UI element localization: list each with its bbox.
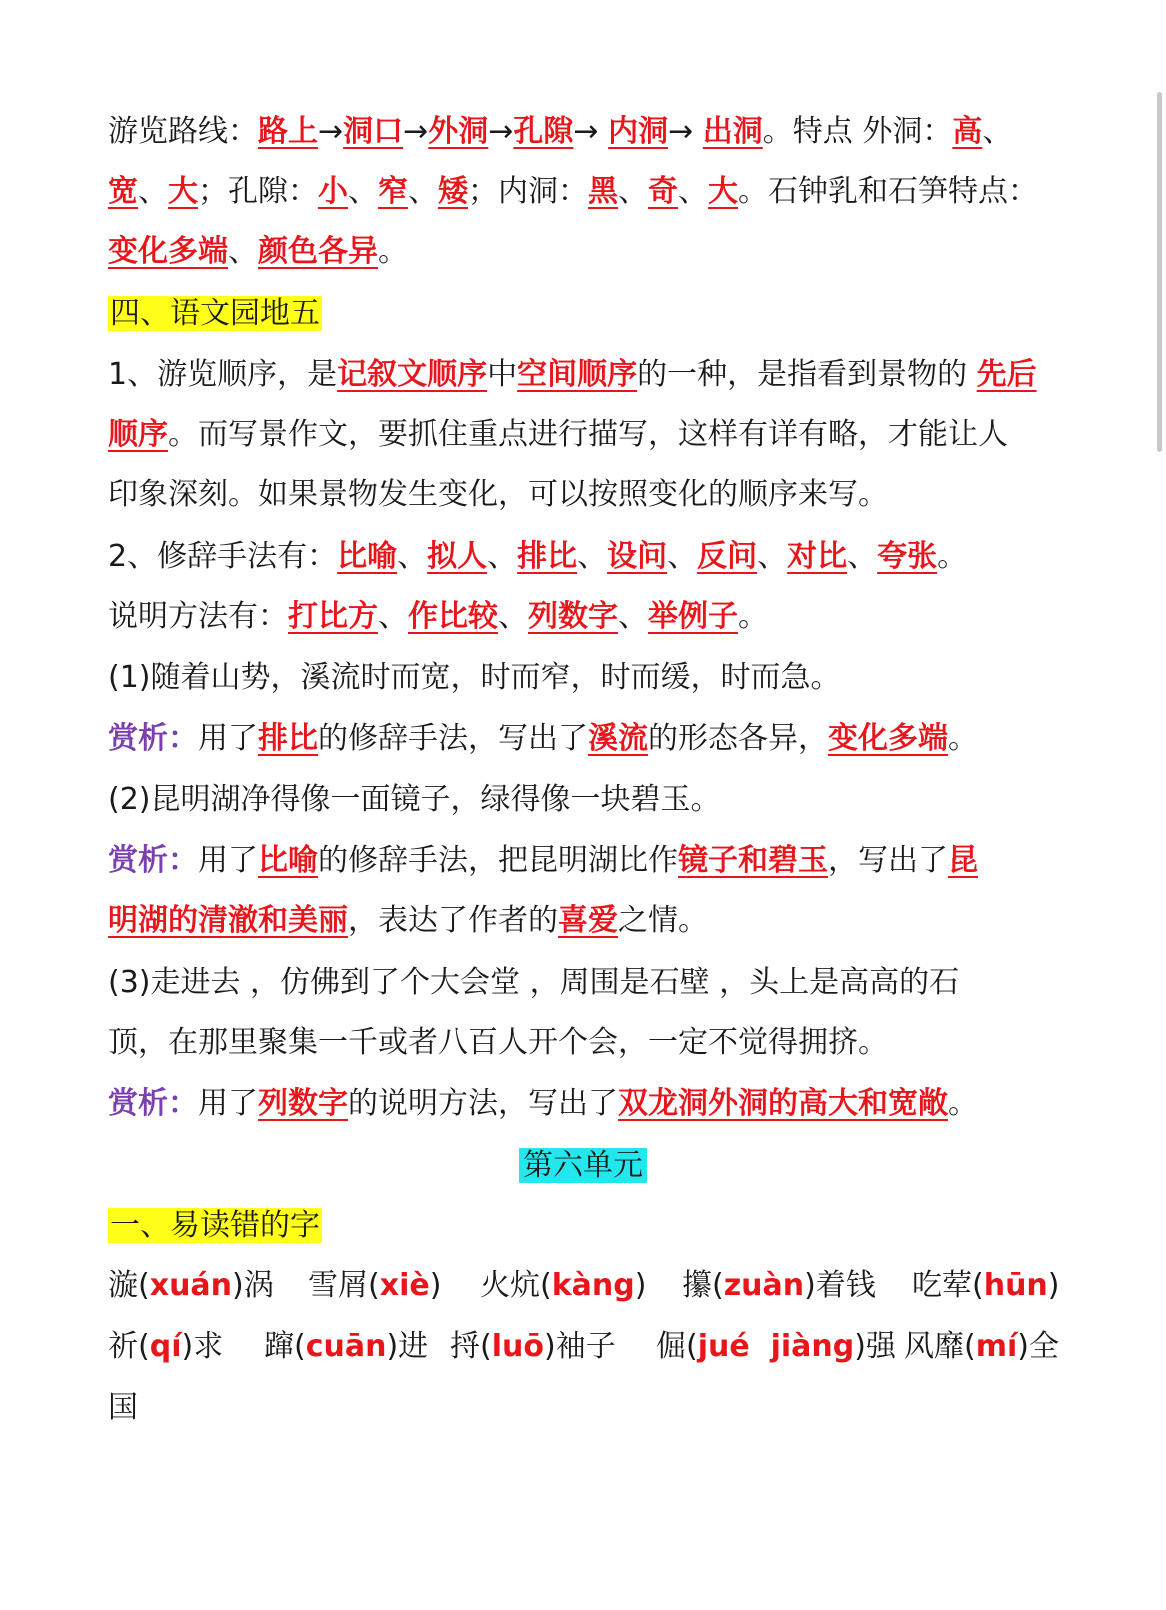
word-item — [308, 1266, 441, 1306]
inner-label: ；内洞： — [468, 174, 588, 209]
text: 用了 — [198, 1086, 258, 1121]
sep: 、 — [228, 234, 258, 269]
rhetoric-item: 比喻 — [337, 539, 398, 574]
keyword: 比喻 — [258, 843, 318, 878]
route-label: 游览路线： — [108, 114, 258, 149]
route-stop: 孔隙 — [513, 114, 574, 149]
p2-line-2 — [108, 597, 768, 637]
example-sentence: 顶，在那里聚集一千或者八百人开个会，一定不觉得拥挤。 — [108, 1025, 888, 1060]
text: 。而写景作文，要抓住重点进行描写，这样有详有略，才能让人 — [168, 417, 1008, 452]
feature-value: 颜色各异 — [258, 234, 378, 269]
rhetoric-item: 反问 — [697, 539, 758, 574]
word: 雪屑( — [308, 1268, 380, 1303]
text: 的形态各异， — [648, 721, 828, 756]
method-item: 列数字 — [528, 599, 618, 634]
rhetoric-item: 设问 — [607, 539, 668, 574]
pinyin: xiè — [379, 1268, 430, 1303]
rhetoric-item: 对比 — [787, 539, 848, 574]
word: 国 — [108, 1390, 138, 1425]
method-item: 打比方 — [288, 599, 378, 634]
sep: 、 — [982, 114, 1013, 149]
text: 的说明方法，写出了 — [348, 1086, 618, 1121]
text: 1、游览顺序，是 — [108, 357, 338, 392]
word-item — [656, 1327, 896, 1367]
route-line-3 — [108, 232, 408, 272]
feature-value: 黑 — [588, 174, 618, 209]
method-item: 作比较 — [408, 599, 498, 634]
word: 风靡( — [904, 1329, 976, 1364]
keyword: 昆 — [948, 843, 978, 878]
ex2-analysis-1 — [108, 841, 978, 881]
feature-label: 。特点 外洞： — [762, 114, 953, 149]
analysis-label: 赏析： — [108, 1086, 198, 1121]
word-continuation — [108, 1388, 138, 1428]
arrow: → — [668, 114, 694, 149]
word: )进 — [386, 1329, 429, 1364]
example-sentence: (2)昆明湖净得像一面镜子，绿得像一块碧玉。 — [108, 782, 721, 817]
word-item — [450, 1327, 616, 1367]
p2-line-1 — [108, 537, 967, 577]
text: 。 — [948, 1086, 978, 1121]
end: 。 — [378, 234, 408, 269]
example-sentence: (3)走进去 ，仿佛到了个大会堂 ，周围是石壁 ，头上是高高的石 — [108, 965, 960, 1000]
sep: 、 — [408, 174, 438, 209]
keyword: 列数字 — [258, 1086, 348, 1121]
method-item: 举例子 — [648, 599, 738, 634]
end: 。 — [738, 599, 768, 634]
keyword: 空间顺序 — [517, 357, 638, 392]
unit-title-line — [0, 1146, 1166, 1186]
keyword: 排比 — [258, 721, 318, 756]
ex1-sentence — [108, 658, 841, 698]
sep: 、 — [138, 174, 168, 209]
arrow: → — [403, 114, 429, 149]
keyword: 先后 — [976, 357, 1037, 392]
feature-value: 高 — [952, 114, 983, 149]
route-stop: 出洞 — [702, 114, 763, 149]
word-item — [904, 1327, 1059, 1367]
route-stop: 路上 — [258, 114, 318, 149]
sep: 、 — [348, 174, 378, 209]
word: )着钱 — [804, 1268, 876, 1303]
word-item — [480, 1266, 646, 1306]
ex2-analysis-2 — [108, 901, 708, 941]
unit-subtitle-line — [108, 1206, 322, 1246]
feature-value: 变化多端 — [108, 234, 228, 269]
pinyin: jué jiàng — [697, 1329, 855, 1364]
keyword: 明湖的清澈和美丽 — [108, 903, 348, 938]
arrow: → — [573, 114, 599, 149]
word-item — [264, 1327, 428, 1367]
text: ，写出了 — [828, 843, 948, 878]
analysis-label: 赏析： — [108, 721, 198, 756]
pinyin: luō — [491, 1329, 544, 1364]
word-item — [682, 1266, 876, 1306]
pinyin: hūn — [983, 1268, 1048, 1303]
text: 的修辞手法，把昆明湖比作 — [318, 843, 678, 878]
rhetoric-item: 拟人 — [427, 539, 488, 574]
pinyin: cuān — [305, 1329, 387, 1364]
word-item — [108, 1266, 274, 1306]
text: 之情。 — [618, 903, 708, 938]
sep: 、 — [678, 174, 708, 209]
word: ) — [429, 1268, 442, 1303]
word: 蹿( — [264, 1329, 306, 1364]
feature-value: 窄 — [378, 174, 408, 209]
ex3-sentence-1 — [108, 963, 959, 1003]
sep: 、 — [757, 539, 788, 574]
sep: 、 — [487, 539, 518, 574]
p1-line-3 — [108, 475, 888, 515]
feature-value: 大 — [168, 174, 198, 209]
word: 吃荤( — [912, 1268, 984, 1303]
pinyin: zuàn — [723, 1268, 805, 1303]
text: 印象深刻。如果景物发生变化，可以按照变化的顺序来写。 — [108, 477, 888, 512]
text: 用了 — [198, 843, 258, 878]
feature-value: 宽 — [108, 174, 138, 209]
rhetoric-item: 夸张 — [877, 539, 938, 574]
route-stop: 内洞 — [608, 114, 669, 149]
sep: 、 — [498, 599, 528, 634]
ex3-analysis — [108, 1084, 978, 1124]
word: )全 — [1017, 1329, 1059, 1364]
text: ，表达了作者的 — [348, 903, 558, 938]
text: 的一种，是指看到景物的 — [637, 357, 977, 392]
feature-value: 矮 — [438, 174, 468, 209]
feature-value: 小 — [318, 174, 348, 209]
example-sentence: (1)随着山势，溪流时而宽，时而窄，时而缓，时而急。 — [108, 660, 841, 695]
pinyin: mí — [975, 1329, 1018, 1364]
stalactite-label: 。石钟乳和石笋特点： — [738, 174, 1038, 209]
word: ) — [634, 1268, 647, 1303]
word: 漩( — [108, 1268, 150, 1303]
word-item — [108, 1327, 223, 1367]
scrollbar[interactable] — [1157, 92, 1162, 452]
method-label: 说明方法有： — [108, 599, 288, 634]
unit-title: 第六单元 — [519, 1148, 647, 1183]
keyword: 喜爱 — [558, 903, 618, 938]
ex2-sentence — [108, 780, 721, 820]
word: )求 — [181, 1329, 224, 1364]
arrow: → — [488, 114, 514, 149]
pinyin: kàng — [551, 1268, 635, 1303]
gap-label: ；孔隙： — [198, 174, 318, 209]
word: 攥( — [682, 1268, 724, 1303]
end: 。 — [937, 539, 968, 574]
route-line-1 — [108, 112, 1012, 152]
sep: 、 — [378, 599, 408, 634]
pinyin: xuán — [149, 1268, 233, 1303]
word: 祈( — [108, 1329, 150, 1364]
sep: 、 — [397, 539, 428, 574]
feature-value: 奇 — [648, 174, 678, 209]
text: 中 — [487, 357, 518, 392]
analysis-label: 赏析： — [108, 843, 198, 878]
keyword: 镜子和碧玉 — [678, 843, 828, 878]
sep: 、 — [618, 174, 648, 209]
sep: 、 — [847, 539, 878, 574]
rhetoric-label: 2、修辞手法有： — [108, 539, 338, 574]
rhetoric-item: 排比 — [517, 539, 578, 574]
word: 倔( — [656, 1329, 698, 1364]
word: ) — [1047, 1268, 1060, 1303]
p1-line-2 — [108, 415, 1008, 455]
unit-subtitle: 一、易读错的字 — [110, 1208, 320, 1243]
ex3-sentence-2 — [108, 1023, 888, 1063]
word: )涡 — [232, 1268, 274, 1303]
pinyin: qí — [149, 1329, 182, 1364]
section4-title: 四、语文园地五 — [110, 296, 320, 331]
keyword: 变化多端 — [828, 721, 948, 756]
keyword: 双龙洞外洞的高大和宽敞 — [618, 1086, 948, 1121]
sep: 、 — [577, 539, 608, 574]
route-stop: 洞口 — [343, 114, 404, 149]
word: )强 — [854, 1329, 896, 1364]
keyword: 顺序 — [108, 417, 168, 452]
word-item — [912, 1266, 1060, 1306]
keyword: 记叙文顺序 — [337, 357, 488, 392]
section-title — [108, 294, 322, 334]
text: 用了 — [198, 721, 258, 756]
feature-value: 大 — [708, 174, 738, 209]
word: 火炕( — [480, 1268, 552, 1303]
arrow: → — [318, 114, 344, 149]
route-line-2 — [108, 172, 1038, 212]
text: 。 — [948, 721, 978, 756]
p1-line-1 — [108, 355, 1037, 395]
word: )袖子 — [543, 1329, 616, 1364]
keyword: 溪流 — [588, 721, 648, 756]
ex1-analysis — [108, 719, 978, 759]
text: 的修辞手法，写出了 — [318, 721, 588, 756]
sep: 、 — [618, 599, 648, 634]
word: 捋( — [450, 1329, 492, 1364]
sep: 、 — [667, 539, 698, 574]
route-stop: 外洞 — [428, 114, 489, 149]
